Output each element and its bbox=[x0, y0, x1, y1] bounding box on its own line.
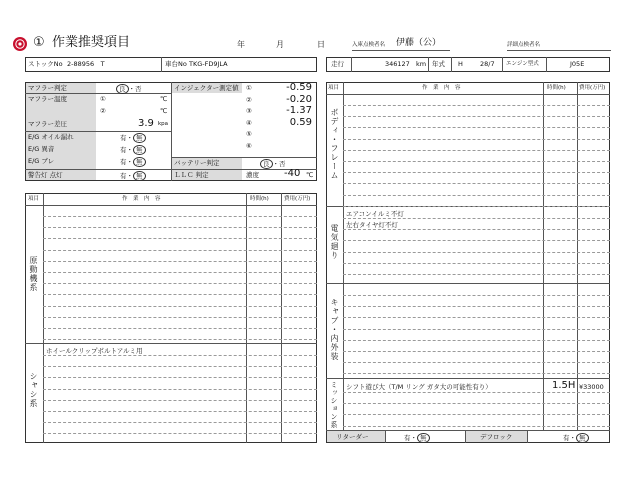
injector-index: ① bbox=[246, 84, 252, 92]
electrical-work-item-2: 左右タイヤ灯不灯 bbox=[346, 221, 398, 229]
col-line bbox=[43, 193, 44, 443]
row-line bbox=[343, 295, 610, 296]
concentration-label: 濃度 bbox=[246, 171, 259, 179]
row-line bbox=[343, 229, 610, 230]
row-line bbox=[343, 139, 610, 140]
table-header-line bbox=[25, 205, 317, 206]
row-line bbox=[343, 263, 610, 264]
row-line bbox=[343, 351, 610, 352]
row-line bbox=[43, 227, 317, 228]
inspector-name: 伊藤（公） bbox=[396, 38, 442, 48]
row-line bbox=[343, 195, 610, 196]
row-line bbox=[343, 127, 610, 128]
cost-header: 費用(万円) bbox=[284, 196, 311, 202]
concentration-value: -40 bbox=[284, 168, 301, 179]
mission-section-label: ミッション系 bbox=[330, 381, 338, 429]
injector-index: ② bbox=[246, 95, 252, 104]
injector-index: ③ bbox=[246, 107, 252, 116]
row-line bbox=[343, 414, 610, 415]
oil-leak-options: 有・ 無 bbox=[120, 133, 146, 143]
row-line bbox=[343, 317, 610, 318]
section-divider bbox=[326, 378, 610, 379]
info-row-right bbox=[326, 57, 610, 72]
col-line bbox=[343, 82, 344, 430]
inspector-underline bbox=[352, 50, 450, 51]
row-line bbox=[343, 340, 610, 341]
muffler-diff-value: 3.9 bbox=[138, 118, 154, 129]
row-line bbox=[343, 206, 610, 207]
row-line bbox=[343, 240, 610, 241]
row-line bbox=[343, 373, 610, 374]
divider bbox=[161, 57, 162, 72]
row-line bbox=[343, 392, 610, 393]
engine-type-label: エンジン型式 bbox=[506, 61, 539, 67]
warning-lamp-label: 警告灯 点灯 bbox=[28, 171, 63, 179]
year-label: 年 bbox=[237, 40, 245, 49]
muffler-judge-label: マフラー判定 bbox=[28, 84, 67, 92]
injector-index: ④ bbox=[246, 118, 252, 127]
row-line bbox=[43, 294, 317, 295]
row-line bbox=[43, 306, 317, 307]
warning-lamp-options: 有・ 無 bbox=[120, 171, 146, 181]
row-line bbox=[43, 433, 317, 434]
muffler-diff-label: マフラー差圧 bbox=[28, 120, 67, 128]
mileage-unit: km bbox=[416, 60, 427, 68]
row-line bbox=[343, 183, 610, 184]
injector-value: -0.59 bbox=[286, 82, 312, 93]
row-line bbox=[343, 306, 610, 307]
model-year-era: H bbox=[458, 60, 463, 68]
row-line bbox=[43, 272, 317, 273]
page-title: 作業推奨項目 bbox=[52, 35, 131, 50]
row-line bbox=[43, 261, 317, 262]
content-header: 作 業 内 容 bbox=[122, 196, 161, 202]
muffler-temp-1-idx: ① bbox=[100, 95, 106, 103]
row-line bbox=[43, 283, 317, 284]
row-line bbox=[43, 422, 317, 423]
chassis-work-item: ホイールクリップボルトアルミ用 bbox=[46, 347, 143, 355]
injector-index: ⑥ bbox=[246, 142, 252, 150]
month-label: 月 bbox=[276, 40, 284, 49]
model-year-value: 28/7 bbox=[480, 60, 495, 68]
cost-header: 費用(万円) bbox=[579, 85, 606, 91]
muffler-diff-unit: kpa bbox=[158, 121, 169, 127]
row-line bbox=[25, 169, 317, 170]
row-line bbox=[43, 238, 317, 239]
mileage-value: 346127 bbox=[385, 60, 410, 68]
mission-work-item: シフト遊び大（T/M リング ガタ大の可能性有り） bbox=[346, 383, 492, 391]
row-line bbox=[343, 252, 610, 253]
row-line bbox=[25, 93, 171, 94]
row-line bbox=[343, 403, 610, 404]
retarder-label: リターダー bbox=[336, 433, 369, 441]
stock-value: 2-88956 T bbox=[67, 60, 105, 68]
row-line bbox=[43, 400, 317, 401]
concentration-unit: ℃ bbox=[306, 171, 314, 179]
row-line bbox=[343, 105, 610, 106]
row-line bbox=[43, 389, 317, 390]
mission-cost: ¥33000 bbox=[579, 383, 604, 391]
muffler-temp-2-unit: ℃ bbox=[160, 107, 168, 115]
inspector-label: 入庫点検者名 bbox=[352, 42, 386, 48]
electrical-work-item-1: エアコンイルミ不灯 bbox=[346, 210, 404, 218]
row-line bbox=[43, 366, 317, 367]
row-line bbox=[43, 216, 317, 217]
oil-leak-label: E/G オイル漏れ bbox=[28, 133, 74, 141]
abnormal-noise-label: E/G 異音 bbox=[28, 145, 55, 153]
content-header: 作 業 内 容 bbox=[422, 85, 461, 91]
row-line bbox=[343, 172, 610, 173]
row-line bbox=[343, 329, 610, 330]
detail-inspector-underline bbox=[507, 50, 611, 51]
col-line bbox=[543, 82, 544, 430]
vibration-label: E/G ブレ bbox=[28, 157, 55, 165]
col-line bbox=[527, 430, 528, 443]
row-line bbox=[343, 161, 610, 162]
model-year-label: 年式 bbox=[432, 60, 445, 68]
col-line bbox=[385, 430, 386, 443]
electrical-section-label: 電気廻り bbox=[330, 224, 339, 260]
muffler-temp-2-idx: ② bbox=[100, 107, 106, 115]
divider bbox=[502, 57, 503, 72]
chassis-no-value: TKG-FD9JLA bbox=[189, 60, 228, 68]
divider bbox=[546, 57, 547, 72]
engine-type-value: J05E bbox=[570, 60, 585, 68]
divider bbox=[171, 82, 172, 181]
header-number: ① bbox=[33, 35, 45, 50]
table-header-line bbox=[326, 94, 610, 95]
col-line bbox=[577, 82, 578, 430]
battery-label: バッテリー判定 bbox=[174, 159, 220, 167]
time-header: 時間(h) bbox=[250, 196, 269, 202]
col-line bbox=[281, 193, 282, 443]
llc-label: ＬＬＣ 判定 bbox=[174, 171, 209, 179]
row-line bbox=[343, 116, 610, 117]
diff-lock-options: 有・ 無 bbox=[563, 433, 589, 443]
row-line bbox=[343, 426, 610, 427]
cab-section-label: キャブ・内外装 bbox=[330, 298, 339, 361]
item-header: 項目 bbox=[328, 85, 340, 91]
item-header: 項目 bbox=[28, 196, 40, 202]
diff-lock-label: デフロック bbox=[480, 433, 513, 441]
injector-label: インジェクター測定値 bbox=[174, 84, 239, 92]
chassis-section-label: シャシ系 bbox=[29, 372, 38, 408]
row-line bbox=[43, 411, 317, 412]
muffler-temp-label: マフラー温度 bbox=[28, 95, 67, 103]
stock-label: ストックNo bbox=[28, 60, 63, 68]
mission-time: 1.5H bbox=[552, 380, 576, 391]
injector-value: -0.20 bbox=[286, 93, 312, 105]
col-line bbox=[246, 193, 247, 443]
row-line bbox=[43, 250, 317, 251]
injector-index: ⑤ bbox=[246, 130, 252, 139]
row-line bbox=[43, 328, 317, 329]
abnormal-noise-options: 有・ 無 bbox=[120, 145, 146, 155]
body-frame-section-label: ボディ・フレーム bbox=[330, 108, 339, 180]
section-divider bbox=[326, 283, 610, 284]
detail-inspector-label: 詳細点検者名 bbox=[507, 42, 541, 48]
row-line bbox=[43, 377, 317, 378]
row-line bbox=[171, 157, 317, 158]
muffler-temp-1-unit: ℃ bbox=[160, 95, 168, 103]
battery-options: 良 ・否 bbox=[260, 159, 286, 169]
row-line bbox=[43, 339, 317, 340]
left-work-table bbox=[25, 193, 317, 443]
injector-value: 0.59 bbox=[289, 116, 312, 128]
day-label: 日 bbox=[317, 40, 325, 49]
row-line bbox=[343, 150, 610, 151]
row-line bbox=[343, 362, 610, 363]
row-line bbox=[43, 317, 317, 318]
header-logo-icon bbox=[13, 37, 27, 51]
row-line bbox=[343, 218, 610, 219]
row-line bbox=[343, 274, 610, 275]
retarder-options: 有・ 無 bbox=[404, 433, 430, 443]
time-header: 時間(h) bbox=[547, 85, 566, 91]
section-divider bbox=[25, 343, 317, 344]
chassis-no-label: 車台No bbox=[165, 60, 187, 68]
vibration-options: 有・ 無 bbox=[120, 157, 146, 167]
muffler-judge-good: 良 ・否 bbox=[116, 84, 142, 94]
divider bbox=[351, 57, 352, 72]
mileage-label: 走行 bbox=[331, 60, 344, 68]
row-line bbox=[25, 131, 171, 132]
divider bbox=[428, 57, 429, 72]
injector-value: -1.37 bbox=[286, 105, 312, 117]
engine-section-label: 原動機系 bbox=[29, 256, 38, 292]
row-line bbox=[43, 355, 317, 356]
divider bbox=[451, 57, 452, 72]
